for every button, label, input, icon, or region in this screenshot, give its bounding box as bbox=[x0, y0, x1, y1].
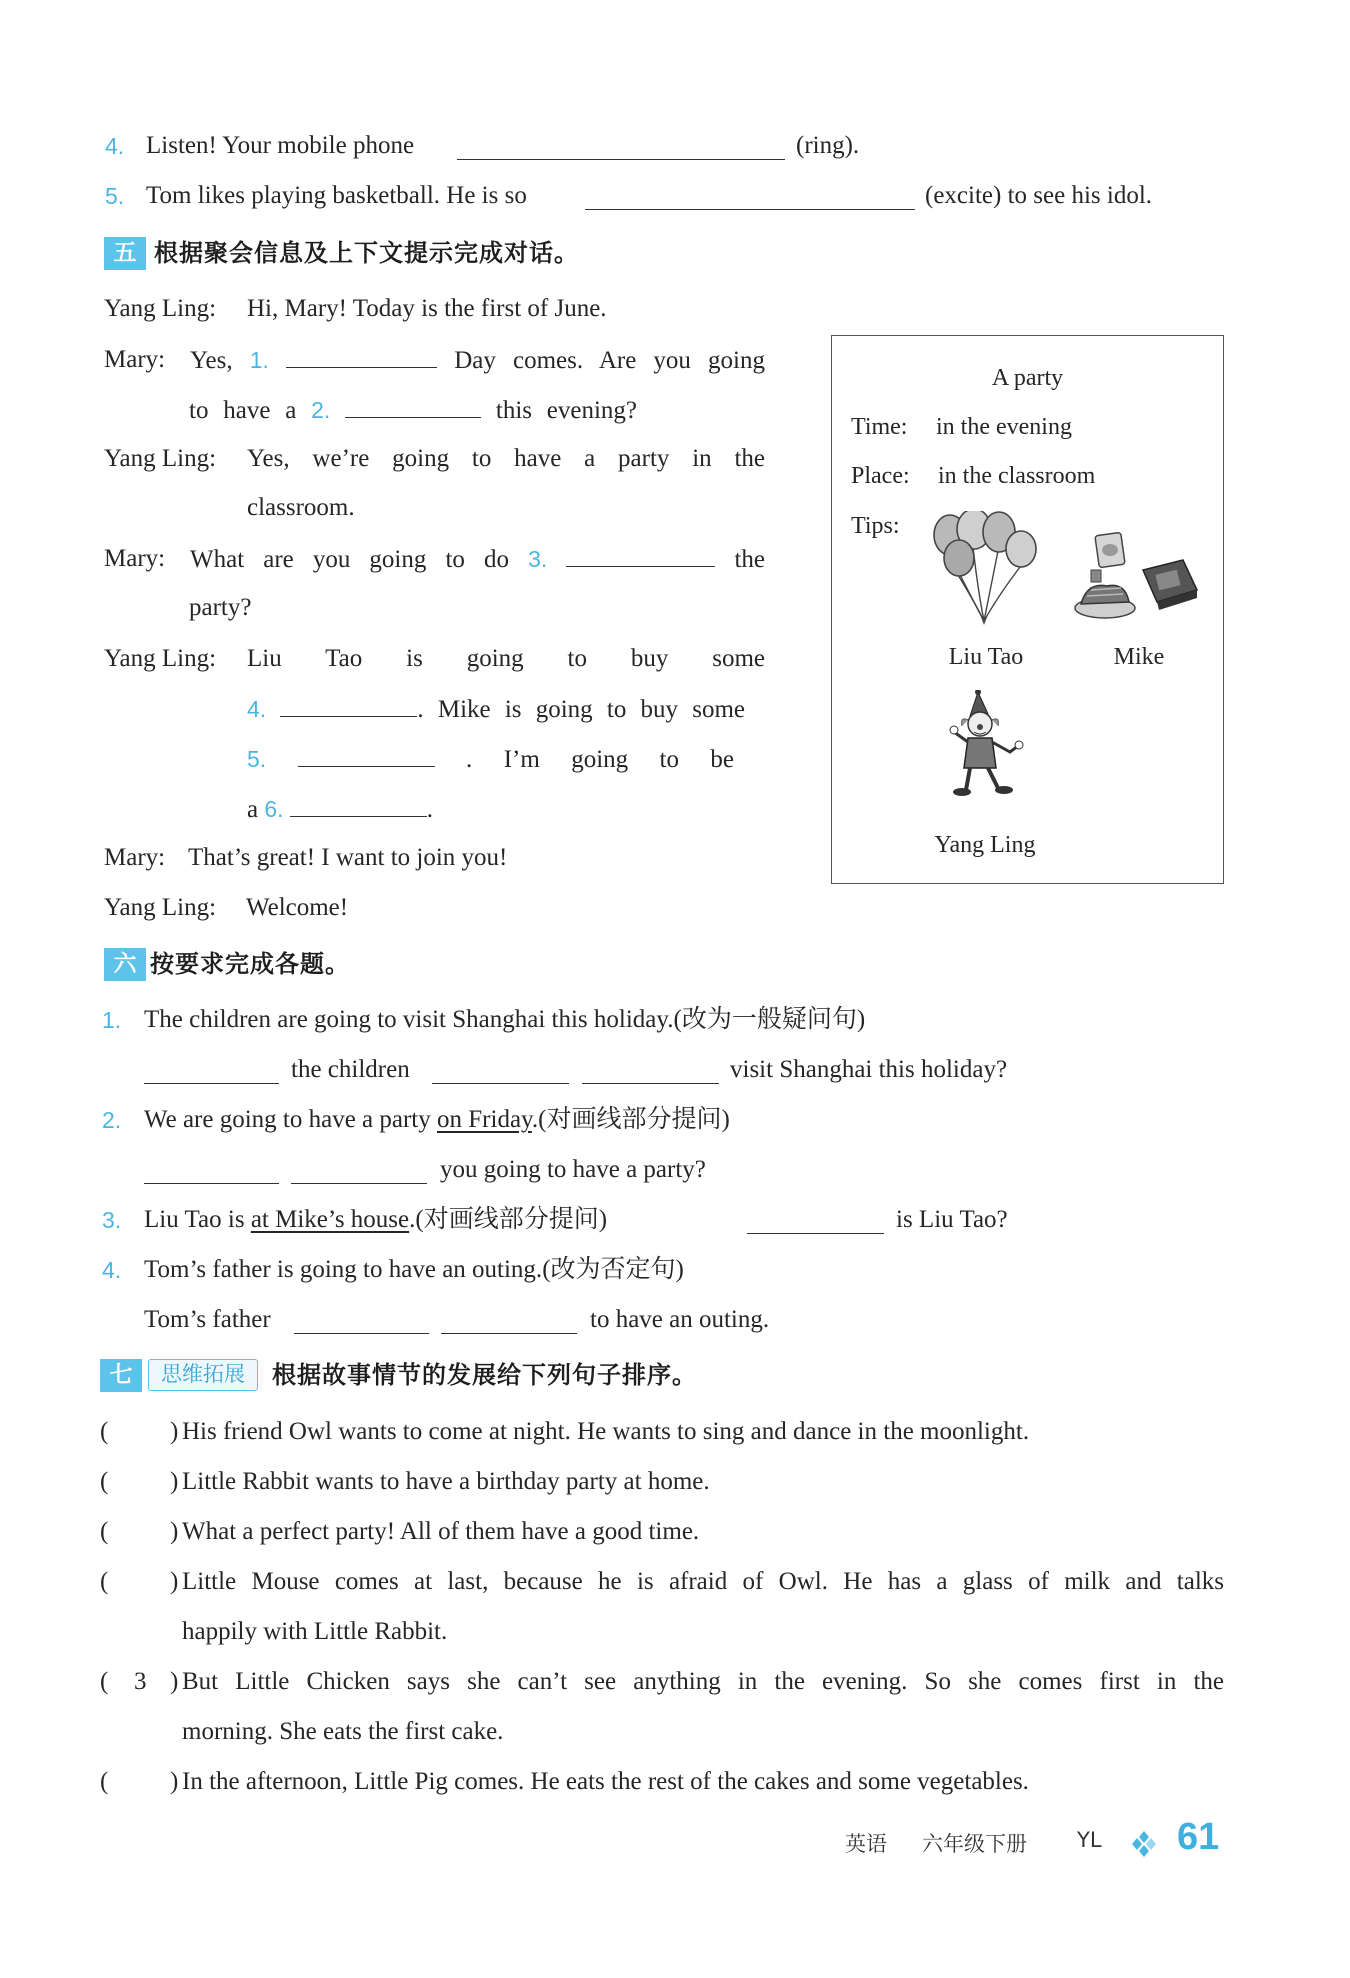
answer-blank bbox=[747, 1233, 884, 1234]
order-paren-open: ( bbox=[100, 1768, 109, 1795]
question-text: Listen! Your mobile phone bbox=[146, 132, 415, 159]
dialogue-text: . I’m going to be bbox=[466, 746, 735, 773]
dialogue-text: What are you going to do bbox=[190, 546, 509, 573]
answer-blank bbox=[457, 159, 785, 160]
section-badge-6: 六 bbox=[104, 948, 146, 981]
question-sentence: The children are going to visit Shanghai this holiday. bbox=[144, 1006, 674, 1033]
question-text bbox=[144, 1255, 684, 1285]
blank-number: 4. bbox=[247, 696, 267, 722]
diamond-cluster-icon bbox=[1130, 1830, 1158, 1858]
dialogue-line: Welcome! bbox=[246, 894, 349, 921]
dialogue-line: That’s great! I want to join you! bbox=[188, 844, 508, 871]
question-sentence: Tom’s father is going to have an outing. bbox=[144, 1256, 543, 1283]
underlined-phrase: at Mike’s house bbox=[250, 1206, 410, 1233]
dialogue-text: . bbox=[426, 796, 434, 823]
question-number: 1. bbox=[102, 1007, 122, 1033]
question-hint: (ring). bbox=[796, 132, 860, 159]
speaker: Mary: bbox=[104, 346, 166, 373]
clown-icon bbox=[948, 690, 1028, 800]
underlined-phrase: on Friday bbox=[437, 1106, 532, 1133]
story-sentence: But Little Chicken says she can’t see anything in the evening. So she comes first in the bbox=[182, 1668, 1224, 1695]
question-sentence-end: . bbox=[531, 1106, 539, 1133]
dialogue-line: party? bbox=[189, 594, 252, 621]
answer-blank bbox=[582, 1083, 719, 1084]
dialogue-line bbox=[247, 694, 745, 725]
question-hint: (excite) to see his idol. bbox=[925, 182, 1153, 209]
section-title-7: 根据故事情节的发展给下列句子排序。 bbox=[272, 1361, 697, 1389]
blank-number: 5. bbox=[247, 746, 267, 772]
answer-text: the children bbox=[291, 1056, 410, 1083]
card-title: A party bbox=[991, 365, 1064, 391]
section-title-6: 按要求完成各题。 bbox=[150, 950, 350, 978]
question-sentence: We are going to have a party bbox=[144, 1106, 431, 1133]
footer-edition: YL bbox=[1077, 1828, 1102, 1852]
page-number: 61 bbox=[1177, 1816, 1220, 1858]
dialogue-text: Day comes. Are you going bbox=[454, 347, 766, 374]
section-title-5: 根据聚会信息及上下文提示完成对话。 bbox=[154, 239, 579, 267]
story-sentence: His friend Owl wants to come at night. He wants to sing and dance in the moonlight. bbox=[182, 1418, 1030, 1445]
order-paren-close: ) bbox=[170, 1568, 179, 1595]
order-paren-open: ( bbox=[100, 1668, 109, 1695]
question-number: 5. bbox=[105, 183, 125, 209]
dialogue-line: Yes, we’re going to have a party in the bbox=[247, 445, 765, 472]
question-sentence: Liu Tao is bbox=[144, 1206, 245, 1233]
place-label: Place: bbox=[851, 463, 910, 489]
answer-blank bbox=[280, 694, 417, 717]
tip-name-mike: Mike bbox=[1113, 644, 1165, 670]
answer-text: to have an outing. bbox=[590, 1306, 770, 1333]
order-paren-open: ( bbox=[100, 1418, 109, 1445]
story-sentence-cont: morning. She eats the first cake. bbox=[182, 1718, 504, 1745]
dialogue-line bbox=[189, 395, 637, 426]
answer-text: visit Shanghai this holiday? bbox=[730, 1056, 1008, 1083]
dialogue-text: the bbox=[734, 546, 766, 573]
question-number: 3. bbox=[102, 1207, 122, 1233]
order-paren-open: ( bbox=[100, 1518, 109, 1545]
dialogue-line: classroom. bbox=[247, 494, 355, 521]
question-instruction: (对画线部分提问) bbox=[415, 1206, 608, 1233]
question-text: Tom likes playing basketball. He is so bbox=[146, 182, 527, 209]
thinking-tag: 思维拓展 bbox=[148, 1359, 258, 1391]
question-instruction: (改为否定句) bbox=[542, 1256, 684, 1283]
blank-number: 2. bbox=[311, 397, 331, 423]
dialogue-text: to have a bbox=[189, 397, 297, 424]
question-text bbox=[144, 1105, 730, 1135]
order-paren-close: ) bbox=[170, 1418, 179, 1445]
speaker: Yang Ling: bbox=[104, 295, 217, 322]
order-paren-open: ( bbox=[100, 1468, 109, 1495]
dialogue-text: this evening? bbox=[495, 397, 638, 424]
speaker: Mary: bbox=[104, 545, 166, 572]
answer-blank bbox=[432, 1083, 569, 1084]
place-value: in the classroom bbox=[938, 463, 1096, 489]
answer-blank bbox=[298, 744, 435, 767]
answer-text: is Liu Tao? bbox=[896, 1206, 1008, 1233]
balloons-icon bbox=[928, 511, 1041, 627]
speaker: Yang Ling: bbox=[104, 894, 217, 921]
answer-blank bbox=[566, 544, 715, 567]
party-info-card bbox=[831, 335, 1224, 884]
order-paren-close: ) bbox=[170, 1768, 179, 1795]
tip-name-liu-tao: Liu Tao bbox=[948, 644, 1024, 670]
dialogue-line: Liu Tao is going to buy some bbox=[247, 645, 765, 672]
story-sentence: In the afternoon, Little Pig comes. He eats the rest of the cakes and some vegetables. bbox=[182, 1768, 1029, 1795]
answer-blank bbox=[290, 794, 427, 817]
question-instruction: (改为一般疑问句) bbox=[673, 1006, 866, 1033]
speaker: Mary: bbox=[104, 844, 166, 871]
dialogue-line bbox=[190, 544, 765, 575]
blank-number: 1. bbox=[249, 347, 269, 373]
answer-blank bbox=[286, 345, 437, 368]
speaker: Yang Ling: bbox=[104, 445, 217, 472]
blank-number: 6. bbox=[264, 796, 284, 822]
question-number: 4. bbox=[102, 1257, 122, 1283]
answer-blank bbox=[585, 209, 915, 210]
dialogue-line bbox=[247, 794, 433, 825]
dialogue-line bbox=[190, 345, 765, 376]
question-number: 4. bbox=[105, 133, 125, 159]
tips-label: Tips: bbox=[851, 513, 900, 539]
footer-subject: 英语 bbox=[845, 1832, 887, 1856]
dialogue-text: Yes, bbox=[190, 347, 233, 374]
order-paren-close: ) bbox=[170, 1518, 179, 1545]
answer-blank bbox=[441, 1333, 577, 1334]
order-paren-close: ) bbox=[170, 1668, 179, 1695]
story-sentence: Little Mouse comes at last, because he is afraid of Owl. He has a glass of milk and talks bbox=[182, 1568, 1224, 1595]
answer-blank bbox=[294, 1333, 429, 1334]
time-label: Time: bbox=[851, 414, 908, 440]
order-answer: 3 bbox=[134, 1668, 147, 1695]
footer-grade: 六年级下册 bbox=[922, 1832, 1027, 1856]
answer-text: you going to have a party? bbox=[440, 1156, 706, 1183]
order-paren-close: ) bbox=[170, 1468, 179, 1495]
time-value: in the evening bbox=[936, 414, 1072, 440]
question-text bbox=[144, 1205, 607, 1235]
section-badge-5: 五 bbox=[104, 237, 146, 270]
question-text bbox=[144, 1005, 865, 1035]
order-paren-open: ( bbox=[100, 1568, 109, 1595]
dialogue-text: a bbox=[247, 796, 259, 823]
answer-blank bbox=[345, 395, 481, 418]
question-number: 2. bbox=[102, 1107, 122, 1133]
answer-blank bbox=[291, 1183, 427, 1184]
answer-blank bbox=[144, 1083, 279, 1084]
blank-number: 3. bbox=[528, 546, 548, 572]
story-sentence: What a perfect party! All of them have a good time. bbox=[182, 1518, 700, 1545]
snacks-icon bbox=[1073, 530, 1199, 626]
story-sentence-cont: happily with Little Rabbit. bbox=[182, 1618, 448, 1645]
story-sentence: Little Rabbit wants to have a birthday party at home. bbox=[182, 1468, 710, 1495]
dialogue-text: . Mike is going to buy some bbox=[417, 696, 746, 723]
dialogue-line bbox=[247, 744, 734, 775]
answer-text: Tom’s father bbox=[144, 1306, 271, 1333]
tip-name-yang-ling: Yang Ling bbox=[934, 832, 1036, 858]
question-sentence-end: . bbox=[409, 1206, 416, 1233]
dialogue-line: Hi, Mary! Today is the first of June. bbox=[247, 295, 607, 322]
speaker: Yang Ling: bbox=[104, 645, 217, 672]
question-instruction: (对画线部分提问) bbox=[538, 1106, 730, 1133]
answer-blank bbox=[144, 1183, 279, 1184]
section-badge-7: 七 bbox=[100, 1359, 142, 1392]
